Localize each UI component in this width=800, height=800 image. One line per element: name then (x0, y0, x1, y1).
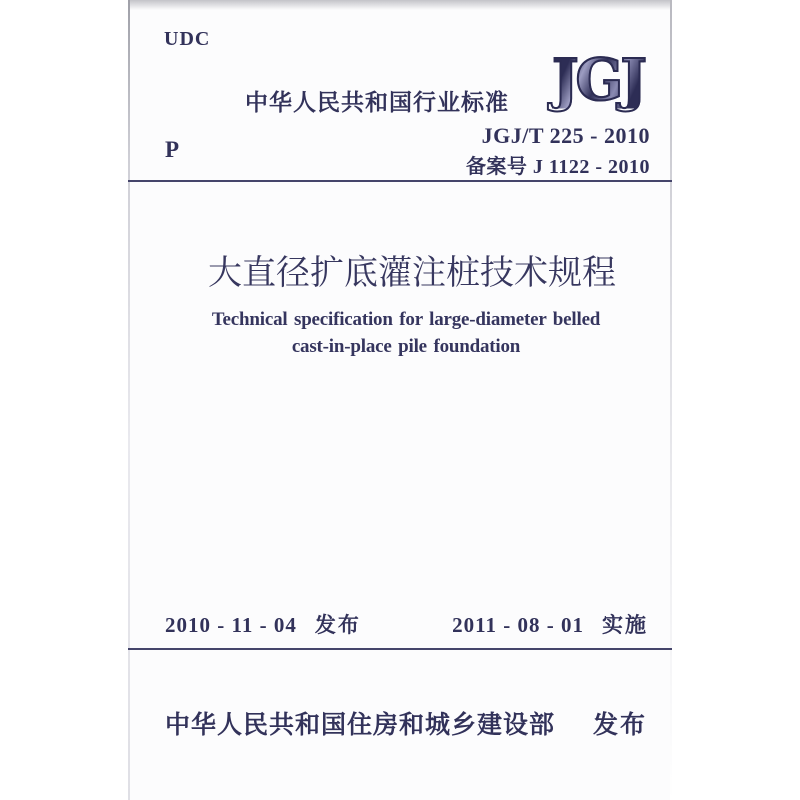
page-right-edge (670, 0, 672, 800)
dates-row (165, 609, 648, 639)
issue-date-group (165, 609, 361, 639)
standard-number: JGJ/T 225 - 2010 (481, 123, 650, 148)
classification-label: P (165, 137, 180, 162)
implement-date-group (452, 609, 648, 639)
title-english-line1: Technical specification for large-diameter belled (211, 309, 601, 330)
standard-cover-page (128, 0, 672, 800)
jgj-logo: JGJ (552, 46, 644, 114)
footer-divider-rule (128, 648, 672, 650)
header-divider-rule (128, 180, 672, 182)
udc-label: UDC (164, 28, 211, 50)
publish-action-label: 发布 (593, 711, 648, 739)
title-english (134, 306, 678, 360)
implement-label: 实施 (602, 614, 648, 637)
page-left-edge (128, 0, 130, 800)
standard-type-heading: 中华人民共和国行业标准 (245, 89, 509, 115)
implement-date: 2011 - 08 - 01 (452, 613, 584, 637)
publisher-name: 中华人民共和国住房和城乡建设部 (164, 711, 555, 739)
page-top-edge-shadow (128, 0, 672, 10)
publisher-line (134, 705, 678, 741)
record-number: 备案号 J 1122 - 2010 (465, 156, 650, 178)
issue-label: 发布 (314, 614, 361, 637)
title-english-line2: cast-in-place pile foundation (291, 336, 521, 357)
title-chinese: 大直径扩底灌注桩技术规程 (208, 255, 616, 292)
issue-date: 2010 - 11 - 04 (165, 613, 297, 637)
